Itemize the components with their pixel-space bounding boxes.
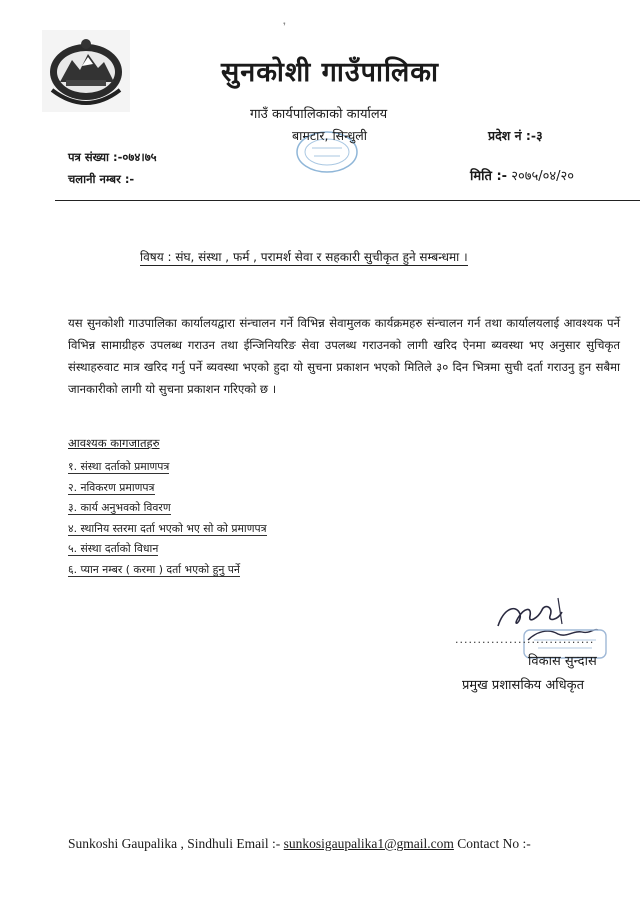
requirement-text: ४. स्थानिय स्तरमा दर्ता भएको भए सो को प्रमाणपत्र	[68, 521, 267, 535]
signer-name: विकास सुन्दास	[528, 654, 597, 669]
list-item	[68, 560, 267, 581]
footer-suffix: Contact No :-	[453, 836, 531, 851]
header-divider	[55, 200, 640, 201]
requirement-text: १. संस्था दर्ताको प्रमाणपत्र	[68, 460, 170, 473]
list-item	[68, 457, 267, 478]
footer-contact	[68, 836, 531, 852]
subject-text: विषय : संघ, संस्था , फर्म , परामर्श सेवा र सहकारी सुचीकृत हुने सम्बन्धमा ।	[140, 250, 468, 264]
requirement-text: ६. प्यान नम्बर ( करमा ) दर्ता भएको हुनु पर्ने	[68, 562, 240, 576]
scan-mark: ❜	[283, 22, 286, 32]
dispatch-number: चलानी नम्बर :-	[68, 172, 135, 186]
requirements-list	[68, 457, 267, 580]
requirement-text: ३. कार्य अनुभवको विवरण	[68, 501, 171, 514]
letter-date	[470, 166, 574, 184]
list-item	[68, 478, 267, 499]
office-address: बामटार, सिन्धुली	[292, 128, 367, 143]
letter-body: यस सुनकोशी गाउपालिका कार्यालयद्वारा संन्चालन गर्ने विभिन्न सेवामुलक कार्यक्रमहरु संन्चालन गर्न तथा कार्यालयलाई आवश्यक पर्ने विभिन्न सामाग्रीहरु उपलब्ध गराउन तथा ईन्जिनियरिङ सेवा उपलब्ध गराउनको लागी खरिद ऐनमा ब्यवस्था भए अनुसार सुचिकृत संस्थाहरुवाट मात्र खरिद गर्नु पर्ने ब्यवस्था भएको हुदा यो सुचना प्रकाशन भएको मितिले ३० दिन भित्रमा सुची दर्ता गराउनु हुन सबैमा जानकारीको लागी यो सुचना प्रकाशन गरिएको छ ।	[68, 316, 620, 396]
signer-title: प्रमुख प्रशासकिय अधिकृत	[462, 678, 585, 693]
footer-prefix: Sunkoshi Gaupalika , Sindhuli Email :-	[68, 836, 284, 851]
date-label: मिति :-	[470, 169, 508, 184]
letter-subject	[140, 248, 468, 265]
reference-number: पत्र संख्या :-०७४।७५	[68, 150, 157, 164]
office-subtitle: गाउँ कार्यपालिकाको कार्यालय	[250, 107, 388, 122]
list-item	[68, 498, 267, 519]
office-name: सुनकोशी गाउँपालिका	[220, 57, 440, 88]
government-emblem-icon	[42, 30, 130, 112]
email-link[interactable]: sunkosigaupalika1@gmail.com	[283, 836, 454, 851]
province-number: प्रदेश नं :-३	[488, 128, 543, 143]
requirements-heading: आवश्यक कागजातहरु	[68, 436, 160, 450]
requirement-text: २. नविकरण प्रमाणपत्र	[68, 480, 155, 494]
signature-line: ...............................	[455, 633, 595, 646]
requirement-text: ५. संस्था दर्ताको विधान	[68, 542, 159, 555]
date-value: २०७५/०४/२०	[511, 169, 575, 184]
list-item	[68, 519, 267, 540]
list-item	[68, 539, 267, 560]
